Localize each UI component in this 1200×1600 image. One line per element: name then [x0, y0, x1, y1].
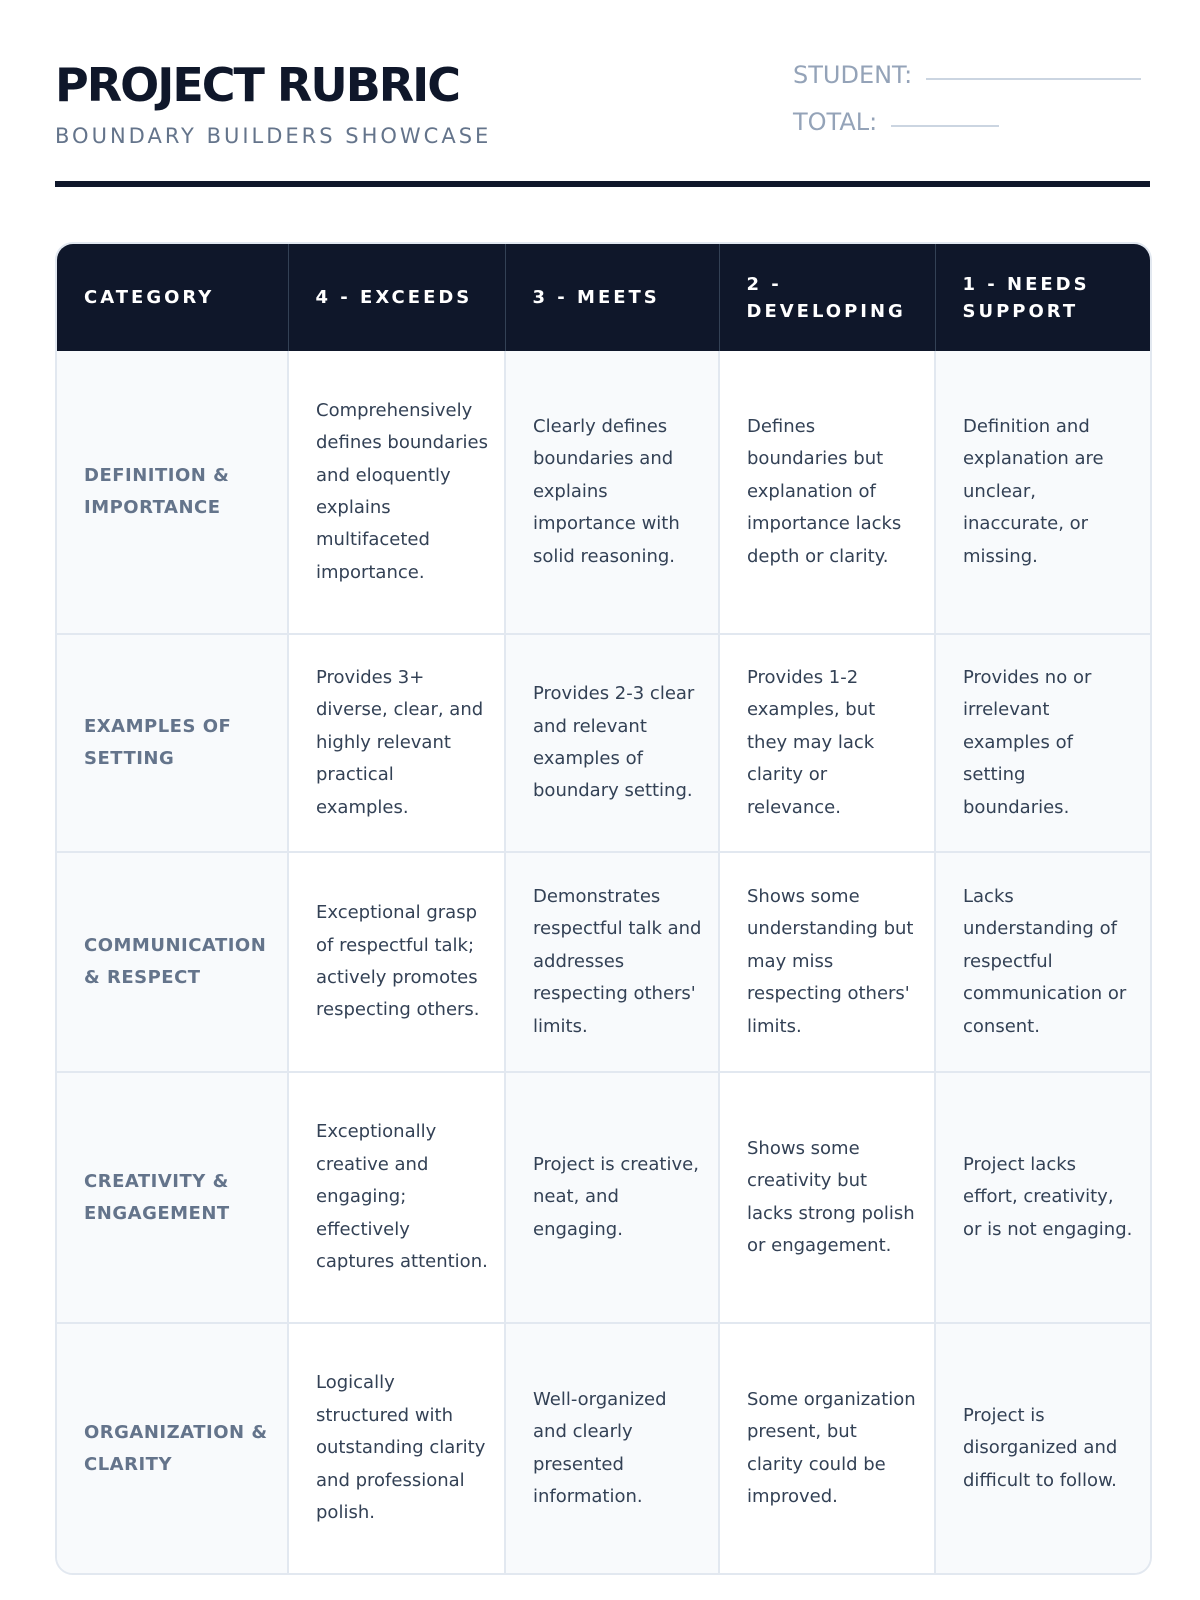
column-header-needs-support: 1 - NEEDS SUPPORT: [935, 244, 1150, 351]
column-header-meets: 3 - MEETS: [505, 244, 719, 351]
page-subtitle: BOUNDARY BUILDERS SHOWCASE: [55, 124, 492, 148]
exceeds-cell: Exceptionally creative and engaging; effectively captures attention.: [288, 1072, 505, 1323]
category-cell: COMMUNICATION & RESPECT: [57, 852, 288, 1072]
category-cell: EXAMPLES OF SETTING: [57, 634, 288, 852]
header-row: [57, 244, 1150, 351]
total-field[interactable]: [793, 105, 999, 139]
total-blank-line[interactable]: [891, 125, 999, 127]
developing-cell: Shows some understanding but may miss respecting others' limits.: [719, 852, 935, 1072]
needs-support-cell: Lacks understanding of respectful communication or consent.: [935, 852, 1150, 1072]
column-header-developing: 2 - DEVELOPING: [719, 244, 935, 351]
developing-cell: Provides 1-2 examples, but they may lack clarity or relevance.: [719, 634, 935, 852]
developing-cell: Defines boundaries but explanation of importance lacks depth or clarity.: [719, 351, 935, 634]
exceeds-cell: Exceptional grasp of respectful talk; actively promotes respecting others.: [288, 852, 505, 1072]
meets-cell: Clearly defines boundaries and explains importance with solid reasoning.: [505, 351, 719, 634]
developing-cell: Some organization present, but clarity could be improved.: [719, 1323, 935, 1573]
table-row: [57, 634, 1150, 852]
category-cell: CREATIVITY & ENGAGEMENT: [57, 1072, 288, 1323]
developing-cell: Shows some creativity but lacks strong polish or engagement.: [719, 1072, 935, 1323]
needs-support-cell: Definition and explanation are unclear, inaccurate, or missing.: [935, 351, 1150, 634]
column-header-category: CATEGORY: [57, 244, 288, 351]
category-cell: ORGANIZATION & CLARITY: [57, 1323, 288, 1573]
total-label: TOTAL:: [793, 108, 878, 136]
rubric-table-container: [55, 242, 1152, 1575]
column-header-exceeds: 4 - EXCEEDS: [288, 244, 505, 351]
needs-support-cell: Project lacks effort, creativity, or is not engaging.: [935, 1072, 1150, 1323]
table-row: [57, 852, 1150, 1072]
page-title: PROJECT RUBRIC: [55, 58, 460, 112]
needs-support-cell: Provides no or irrelevant examples of setting boundaries.: [935, 634, 1150, 852]
exceeds-cell: Comprehensively defines boundaries and eloquently explains multifaceted importance.: [288, 351, 505, 634]
table-row: [57, 351, 1150, 634]
student-field[interactable]: [793, 58, 1141, 92]
exceeds-cell: Logically structured with outstanding clarity and professional polish.: [288, 1323, 505, 1573]
meets-cell: Demonstrates respectful talk and addresses respecting others' limits.: [505, 852, 719, 1072]
table-row: [57, 1323, 1150, 1573]
page-header: [55, 55, 1150, 190]
student-label: STUDENT:: [793, 61, 913, 89]
meets-cell: Provides 2-3 clear and relevant examples of boundary setting.: [505, 634, 719, 852]
rubric-table-header: [57, 244, 1150, 351]
exceeds-cell: Provides 3+ diverse, clear, and highly relevant practical examples.: [288, 634, 505, 852]
meets-cell: Project is creative, neat, and engaging.: [505, 1072, 719, 1323]
student-blank-line[interactable]: [926, 78, 1141, 80]
header-divider: [55, 181, 1150, 187]
rubric-table: [57, 244, 1150, 1573]
meets-cell: Well-organized and clearly presented information.: [505, 1323, 719, 1573]
category-cell: DEFINITION & IMPORTANCE: [57, 351, 288, 634]
rubric-table-body: [57, 351, 1150, 1573]
table-row: [57, 1072, 1150, 1323]
needs-support-cell: Project is disorganized and difficult to follow.: [935, 1323, 1150, 1573]
